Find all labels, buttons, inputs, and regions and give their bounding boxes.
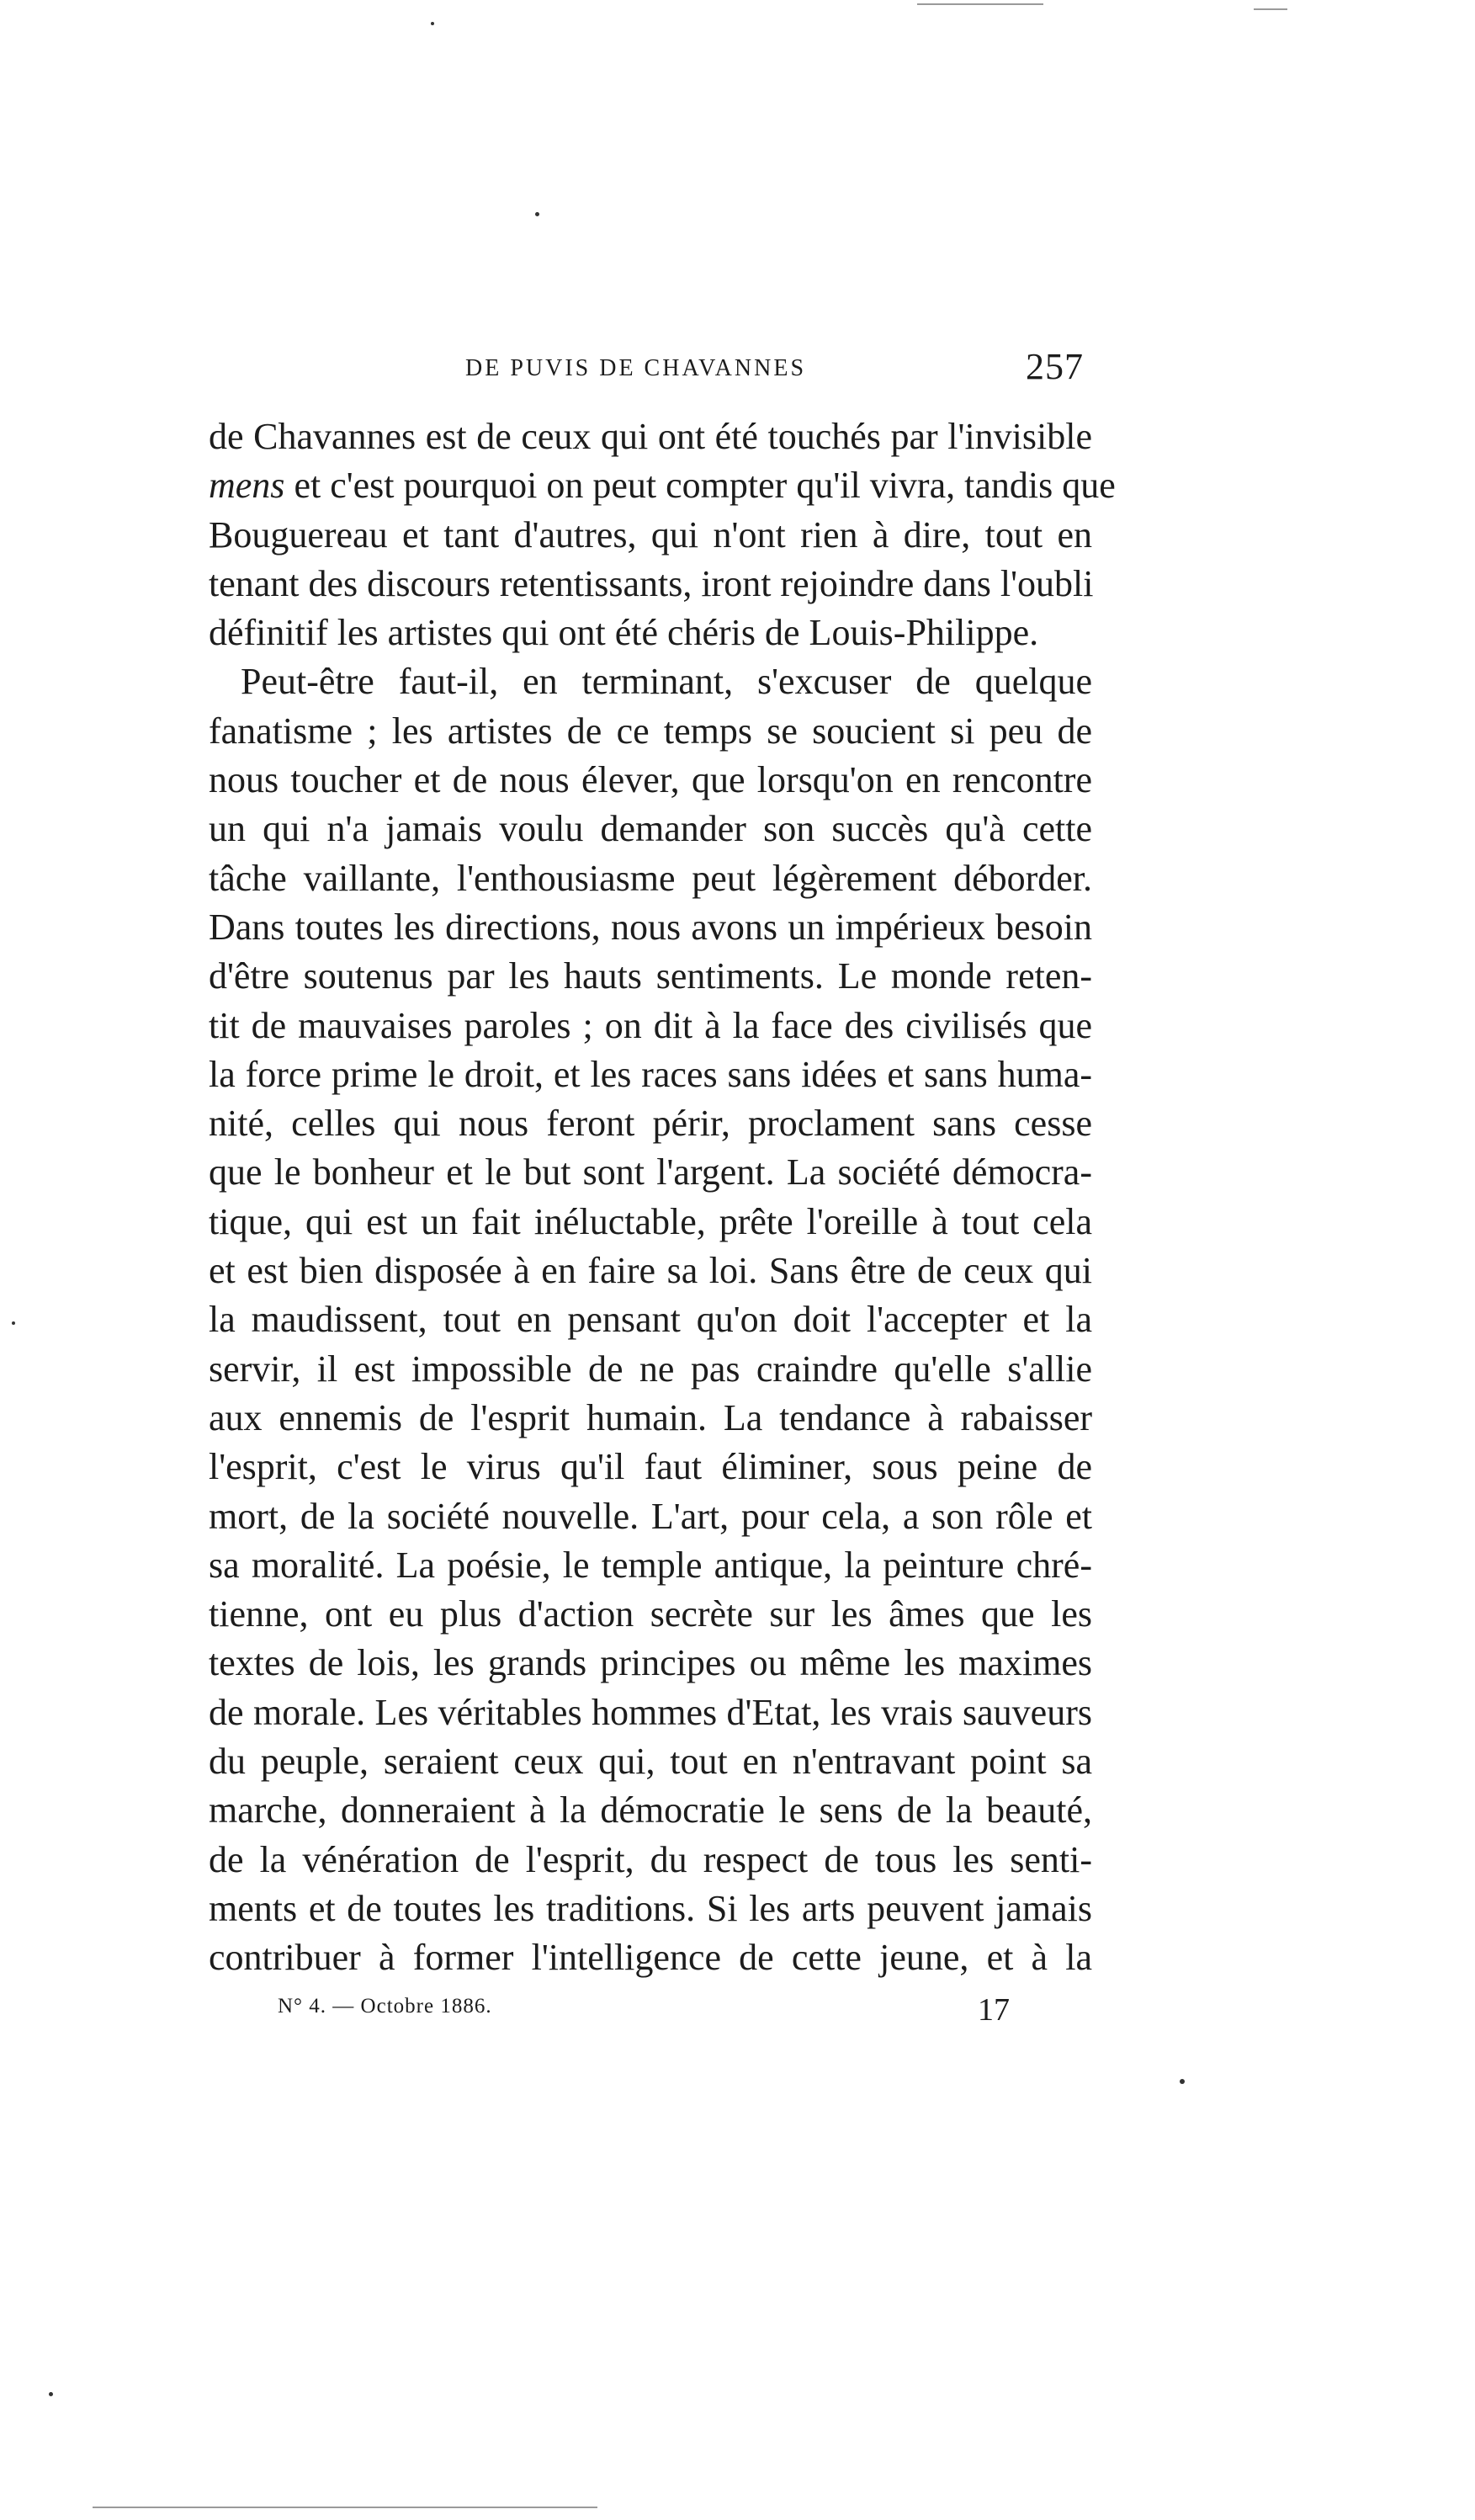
text-line: du peuple, seraient ceux qui, tout en n'entravant point sa <box>209 1741 1092 1783</box>
text-line: contribuer à former l'intelligence de cette jeune, et à la <box>209 1937 1092 1979</box>
italic-word: mens <box>209 465 285 507</box>
scan-speck <box>431 22 434 25</box>
text-line: fanatisme ; les artistes de ce temps se soucient si peu de <box>209 710 1092 752</box>
text-line: marche, donneraient à la démocratie le sens de la beauté, <box>209 1789 1092 1832</box>
scan-edge-mark <box>93 2507 597 2508</box>
text-line-with-italic <box>209 461 1116 510</box>
text-line: nous toucher et de nous élever, que lorsqu'on en rencontre <box>209 759 1092 801</box>
signature-mark: N° 4. — Octobre 1886. <box>278 1995 492 2018</box>
sheet-number: 17 <box>978 1992 1010 2028</box>
page-header <box>209 345 1092 396</box>
text-line: nité, celles qui nous feront périr, proclament sans cesse <box>209 1103 1092 1145</box>
text-line: Bouguereau et tant d'autres, qui n'ont rien à dire, tout en <box>209 513 1092 556</box>
text-line: tenant des discours retentissants, iront rejoindre dans l'oubli <box>209 562 1094 604</box>
page-number: 257 <box>1026 346 1084 387</box>
text-line: Dans toutes les directions, nous avons un impérieux besoin <box>209 906 1092 948</box>
scan-speck <box>535 212 539 216</box>
scan-edge-mark <box>917 3 1043 5</box>
text-line: tit de mauvaises paroles ; on dit à la face des civilisés que <box>209 1004 1092 1046</box>
text-line: tâche vaillante, l'enthousiasme peut légèrement déborder. <box>209 857 1092 899</box>
text-line: la maudissent, tout en pensant qu'on doit l'accepter et la <box>209 1299 1092 1341</box>
text-line: Peut-être faut-il, en terminant, s'excuser de quelque <box>241 661 1092 703</box>
text-line: un qui n'a jamais voulu demander son succès qu'à cette <box>209 808 1092 850</box>
text-line: de Chavannes est de ceux qui ont été touchés par l'invisible <box>209 416 1092 457</box>
text-line: textes de lois, les grands principes ou même les maximes <box>209 1642 1092 1684</box>
text-line: sa moralité. La poésie, le temple antique, la peinture chré- <box>209 1544 1092 1586</box>
running-title: DE PUVIS DE CHAVANNES <box>465 355 807 381</box>
text-line: de morale. Les véritables hommes d'Etat, les vrais sauveurs <box>209 1691 1092 1733</box>
text-line-rest: et c'est pourquoi on peut compter qu'il vivra, tandis que <box>294 465 1116 507</box>
text-line: définitif les artistes qui ont été chéris de Louis-Philippe. <box>209 612 1039 654</box>
text-line: ments et de toutes les traditions. Si les arts peuvent jamais <box>209 1887 1092 1929</box>
text-line: d'être soutenus par les hauts sentiments. Le monde reten- <box>209 955 1092 997</box>
scan-speck <box>1180 2079 1185 2084</box>
text-line: et est bien disposée à en faire sa loi. Sans être de ceux qui <box>209 1250 1092 1292</box>
text-line: tienne, ont eu plus d'action secrète sur les âmes que les <box>209 1593 1092 1635</box>
text-line: servir, il est impossible de ne pas craindre qu'elle s'allie <box>209 1348 1092 1390</box>
scan-edge-mark <box>1254 8 1287 10</box>
scan-speck <box>12 1321 15 1325</box>
text-line: aux ennemis de l'esprit humain. La tendance à rabaisser <box>209 1396 1092 1438</box>
scan-speck <box>49 2392 53 2396</box>
text-line: mort, de la société nouvelle. L'art, pour cela, a son rôle et <box>209 1495 1092 1537</box>
text-line: que le bonheur et le but sont l'argent. La société démocra- <box>209 1151 1092 1194</box>
text-line: l'esprit, c'est le virus qu'il faut éliminer, sous peine de <box>209 1446 1092 1488</box>
text-line: tique, qui est un fait inéluctable, prête l'oreille à tout cela <box>209 1200 1092 1242</box>
page-footer <box>278 1992 1010 2037</box>
body-text <box>209 412 1116 1983</box>
text-line: la force prime le droit, et les races sans idées et sans huma- <box>209 1053 1092 1095</box>
text-line: de la vénération de l'esprit, du respect de tous les senti- <box>209 1838 1092 1880</box>
